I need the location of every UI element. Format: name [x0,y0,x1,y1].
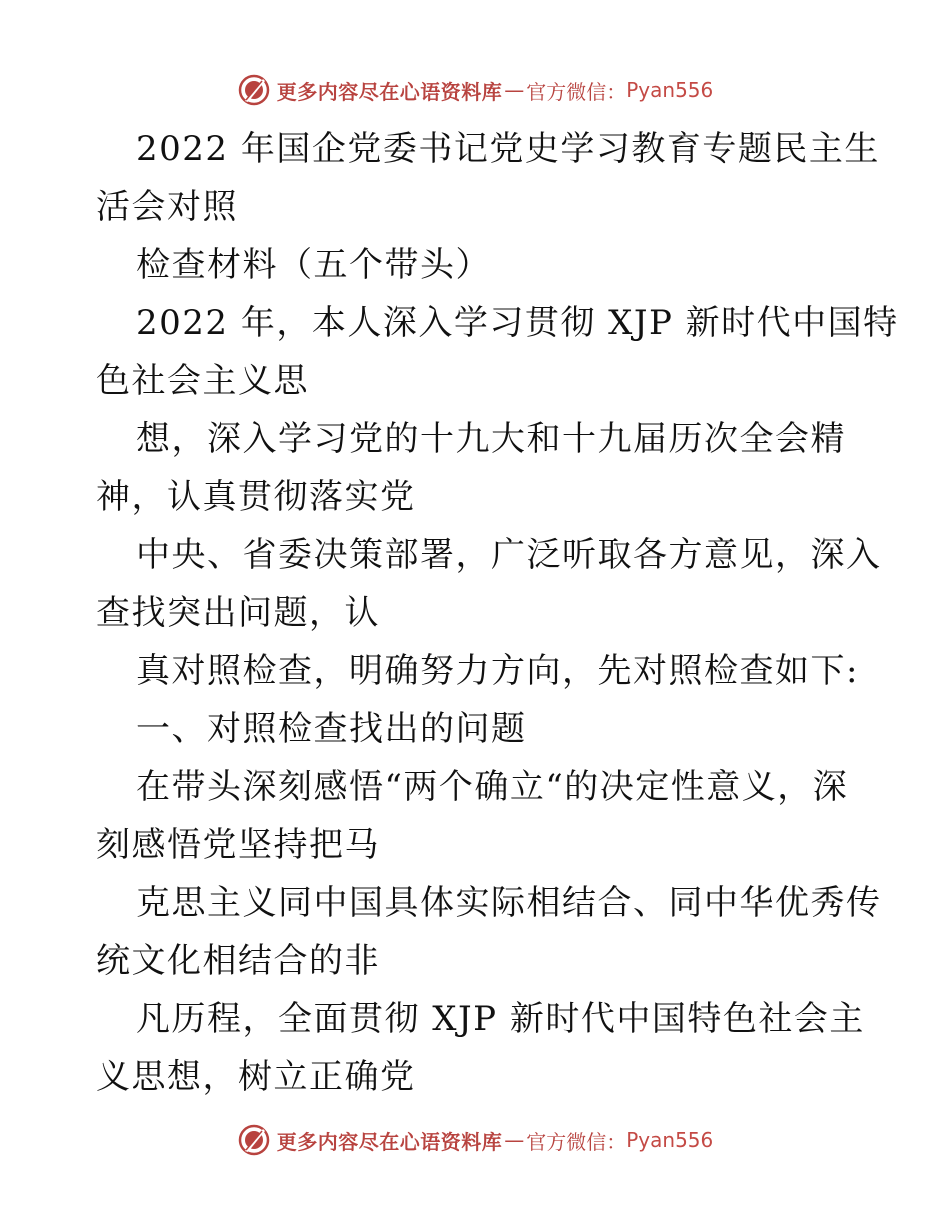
text-line: 在带头深刻感悟“两个确立“的决定性意义，深 [136,767,849,807]
text-line: 凡历程，全面贯彻 XJP 新时代中国特色社会主 [136,999,865,1039]
watermark-main-text: 更多内容尽在心语资料库 [276,1129,503,1154]
watermark-sub-text: 官方微信： [526,79,627,104]
watermark-id: Pyan556 [626,78,714,102]
watermark-dash: — [504,1128,525,1152]
text-line: 神，认真贯彻落实党 [96,477,416,517]
watermark-footer [0,1120,950,1160]
text-line: 真对照检查，明确努力方向，先对照检查如下: [136,651,859,691]
quill-seal-icon [237,73,271,107]
quill-seal-icon [237,1123,271,1157]
text-line: 查找突出问题，认 [96,593,380,633]
section-heading: 一、对照检查找出的问题 [136,709,527,749]
text-line: 色社会主义思 [96,361,309,401]
document-body [96,120,899,1106]
text-line: 克思主义同中国具体实际相结合、同中华优秀传 [136,883,882,923]
text-line: 2022 年，本人深入学习贯彻 XJP 新时代中国特 [136,303,899,343]
text-line: 2022 年国企党委书记党史学习教育专题民主生 [136,129,880,169]
text-line: 义思想，树立正确党 [96,1057,416,1097]
watermark-main-text: 更多内容尽在心语资料库 [276,79,503,104]
text-line: 活会对照 [96,187,238,227]
watermark-sub-text: 官方微信： [526,1129,627,1154]
watermark-header [0,70,950,110]
text-line: 刻感悟党坚持把马 [96,825,380,865]
watermark-dash: — [504,78,525,102]
text-line: 中央、省委决策部署，广泛听取各方意见，深入 [136,535,882,575]
text-line: 检查材料（五个带头） [136,245,491,285]
text-line: 想，深入学习党的十九大和十九届历次全会精 [136,419,846,459]
watermark-id: Pyan556 [626,1128,714,1152]
text-line: 统文化相结合的非 [96,941,380,981]
